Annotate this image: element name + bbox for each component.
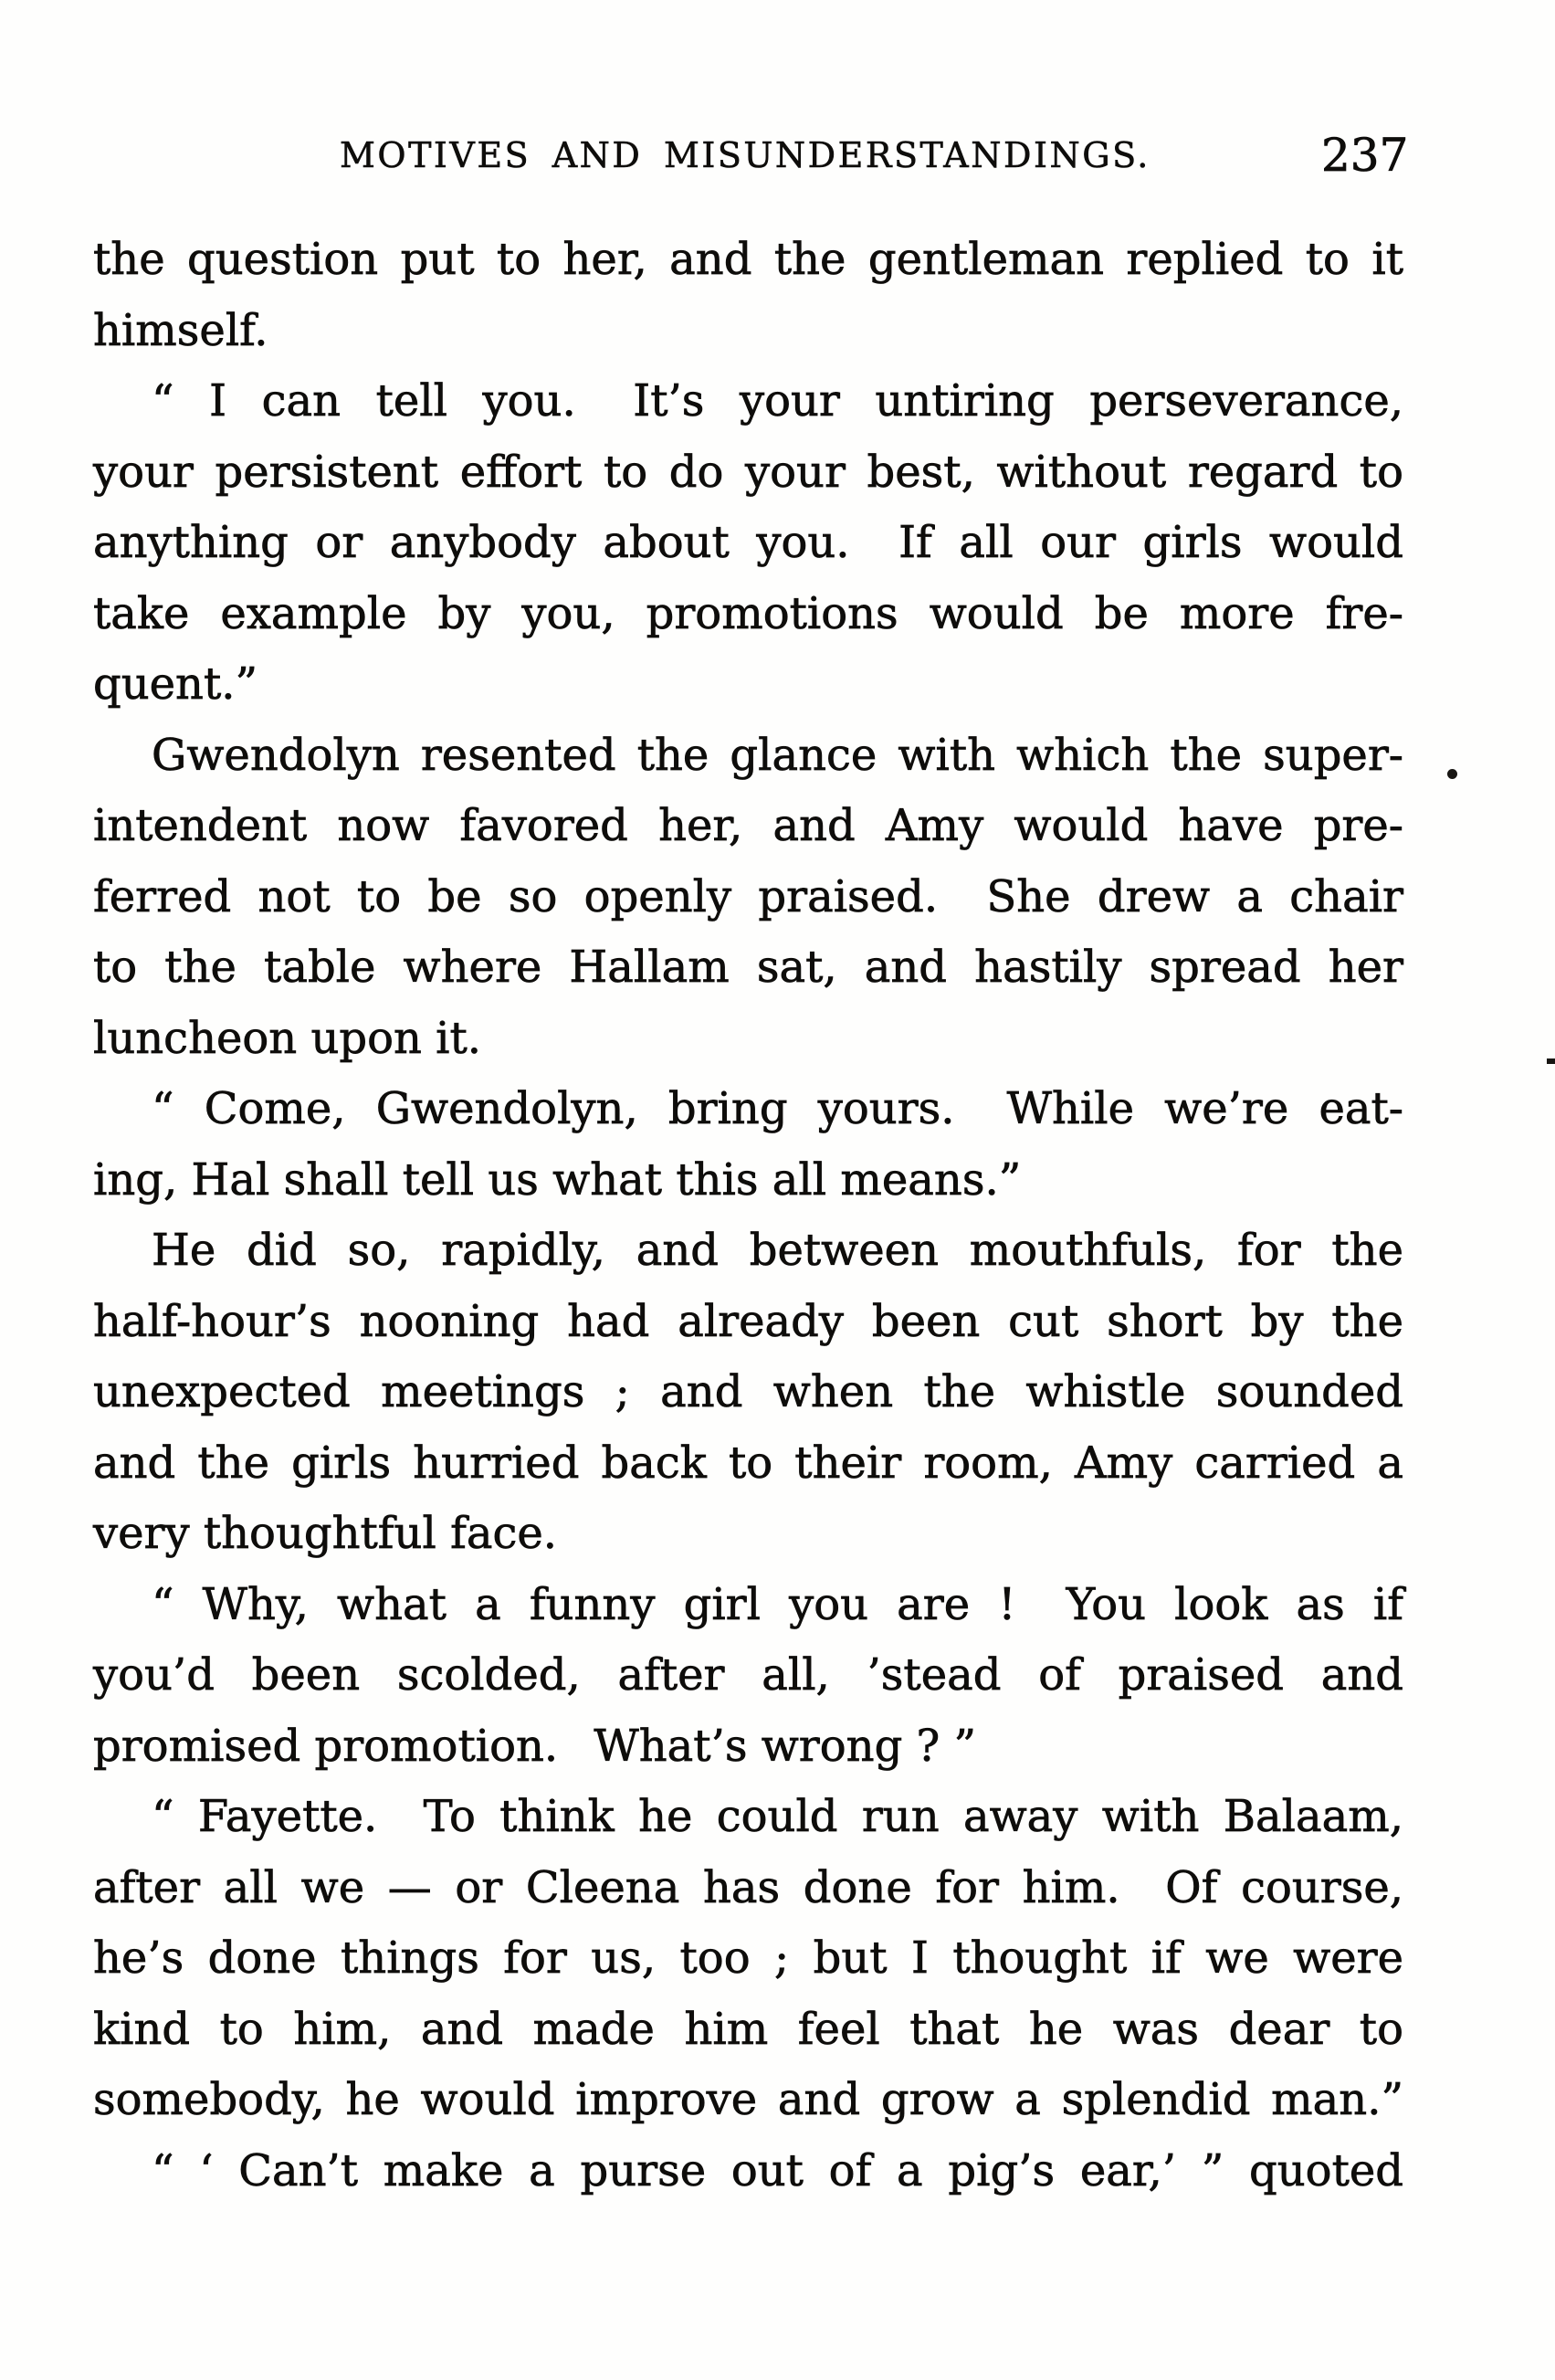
text-line: somebody, he would improve and grow a splendid man.” bbox=[93, 2074, 1403, 2125]
text-line: your persistent effort to do your best, without regard to bbox=[93, 446, 1403, 498]
text-line: he’s done things for us, too ; but I thought if we were bbox=[93, 1932, 1403, 1984]
text-line: half-hour’s nooning had already been cut short by the bbox=[93, 1295, 1403, 1347]
text-line: “ ‘ Can’t make a purse out of a pig’s ear,’ ” quoted bbox=[152, 2144, 1403, 2196]
text-line: He did so, rapidly, and between mouthfuls, for the bbox=[152, 1225, 1403, 1276]
text-line: take example by you, promotions would be more fre- bbox=[93, 587, 1403, 639]
text-line: luncheon upon it. bbox=[93, 1012, 482, 1064]
text-line: promised promotion. What’s wrong ? ” bbox=[93, 1720, 977, 1772]
text-line: and the girls hurried back to their room, Amy carried a bbox=[93, 1437, 1403, 1489]
text-line: ing, Hal shall tell us what this all means.” bbox=[93, 1153, 1022, 1206]
text-line: unexpected meetings ; and when the whistle sounded bbox=[93, 1366, 1403, 1417]
text-line: “ Why, what a funny girl you are ! You look as if bbox=[152, 1578, 1403, 1630]
text-line: “ Come, Gwendolyn, bring yours. While we’re eat- bbox=[152, 1083, 1403, 1134]
text-line: “ I can tell you. It’s your untiring perseverance, bbox=[152, 375, 1403, 427]
scan-artifact-dash bbox=[1547, 1058, 1555, 1064]
text-line: after all we — or Cleena has done for him. Of course, bbox=[93, 1861, 1403, 1913]
page-number: 237 bbox=[1321, 129, 1409, 182]
text-line: himself. bbox=[93, 304, 268, 356]
text-line: anything or anybody about you. If all our girls would bbox=[93, 517, 1403, 568]
text-line: quent.” bbox=[93, 658, 258, 710]
running-header-title: MOTIVES AND MISUNDERSTANDINGS. bbox=[340, 135, 1150, 175]
text-line: “ Fayette. To think he could run away with Balaam, bbox=[152, 1791, 1403, 1842]
scan-artifact-dot bbox=[1447, 769, 1457, 779]
text-line: you’d been scolded, after all, ’stead of praised and bbox=[93, 1649, 1403, 1701]
page-body bbox=[93, 225, 1403, 2206]
text-line: kind to him, and made him feel that he was dear to bbox=[93, 2003, 1403, 2055]
text-line: ferred not to be so openly praised. She drew a chair bbox=[93, 870, 1403, 922]
text-line: very thoughtful face. bbox=[93, 1508, 558, 1559]
text-line: Gwendolyn resented the glance with which the super- bbox=[152, 729, 1403, 781]
text-line: intendent now favored her, and Amy would have pre- bbox=[93, 800, 1403, 851]
text-line: to the table where Hallam sat, and hastily spread her bbox=[93, 942, 1403, 993]
text-line: the question put to her, and the gentleman replied to it bbox=[93, 234, 1403, 285]
